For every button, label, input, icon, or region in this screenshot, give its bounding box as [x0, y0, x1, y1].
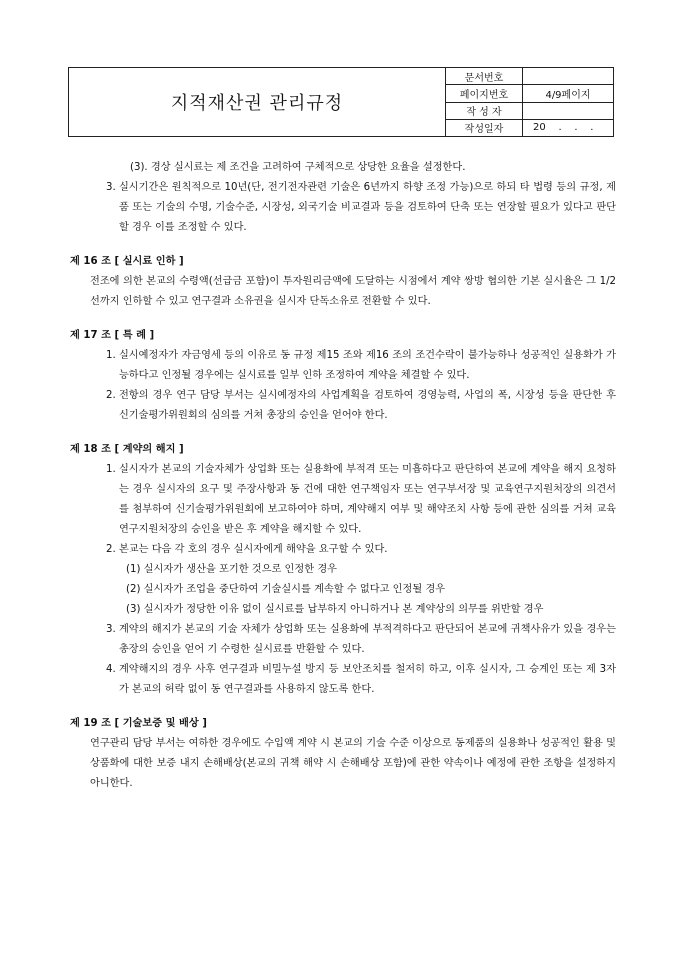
- list-item: [106, 660, 616, 700]
- info-row-author: [446, 103, 613, 120]
- info-value: [523, 103, 613, 119]
- item-text: 실시자가 정당한 이유 없이 실시료를 납부하지 아니하거나 본 계약상의 의무를 위반할 경우: [143, 604, 544, 615]
- article-17-title: 제 17 조 [ 특 례 ]: [70, 330, 155, 341]
- article-18-title: 제 18 조 [ 계약의 해지 ]: [70, 444, 184, 455]
- article-19-title: 제 19 조 [ 기술보증 및 배상 ]: [70, 718, 207, 729]
- item-number: 2.: [106, 390, 119, 401]
- document-title: 지적재산권 관리규정: [69, 68, 446, 136]
- item-number: 3.: [106, 182, 119, 193]
- sub-list-item: [126, 560, 616, 580]
- item-text: 실시자가 생산을 포기한 것으로 인정한 경우: [143, 564, 338, 575]
- info-value: 20 . . .: [533, 122, 594, 134]
- item-text: 전항의 경우 연구 담당 부서는 실시예정자의 사업계획을 검토하여 경영능력, 사업의 폭, 시장성 등을 판단한 후 신기술평가위원회의 심의를 거쳐 총장의 승인을 얻어야 한다.: [118, 390, 616, 421]
- item-text: 본교는 다음 각 호의 경우 실시자에게 해약을 요구할 수 있다.: [118, 544, 388, 555]
- item-number: (1): [126, 564, 144, 575]
- list-item: [130, 158, 616, 178]
- info-label: 작성일자: [446, 120, 523, 136]
- info-value: 4/9페이지: [545, 89, 591, 101]
- document-header: [68, 67, 614, 137]
- list-item: [106, 386, 616, 426]
- item-text: 계약의 해지가 본교의 기술 자체가 상업화 또는 실용화에 부적격하다고 판단되어 본교에 귀책사유가 있을 경우는 총장의 승인을 얻어 기 수령한 실시료를 반환할 수 있다.: [118, 624, 616, 655]
- item-number: 1.: [106, 350, 119, 361]
- item-text: 경상 실시료는 제 조건을 고려하여 구체적으로 상당한 요율을 설정한다.: [150, 162, 466, 173]
- article-19-body: 연구관리 담당 부서는 여하한 경우에도 수입액 계약 시 본교의 기술 수준 이상으로 동제품의 실용화나 성공적인 활용 및 상품화에 대한 보증 내지 손해배상(본교의 귀책 해약 시 손해배상 포함)에 관한 약속이나 예정에 관한 조항을 설정하지 아니한다.: [90, 738, 616, 789]
- info-label: 작 성 자: [446, 103, 523, 119]
- sub-list-item: [126, 580, 616, 600]
- item-number: 2.: [106, 544, 119, 555]
- sub-list-item: [126, 600, 616, 620]
- item-number: 1.: [106, 464, 119, 475]
- item-number: (3).: [130, 162, 151, 173]
- list-item: [106, 346, 616, 386]
- info-label: 페이지번호: [446, 85, 523, 101]
- list-item: [106, 178, 616, 238]
- article-16-title: 제 16 조 [ 실시료 인하 ]: [70, 256, 184, 267]
- list-item: [106, 460, 616, 540]
- item-number: (3): [126, 604, 144, 615]
- list-item: [106, 620, 616, 660]
- item-text: 실시예정자가 자금영세 등의 이유로 동 규정 제15 조와 제16 조의 조건수락이 불가능하나 성공적인 실용화가 가능하다고 인정될 경우에는 실시료를 일부 인하 조정하여 계약을 체결할 수 있다.: [118, 350, 616, 381]
- document-body: [70, 158, 616, 794]
- item-number: 3.: [106, 624, 119, 635]
- item-text: 계약해지의 경우 사후 연구결과 비밀누설 방지 등 보안조치를 철저히 하고, 이후 실시자, 그 승계인 또는 제 3자가 본교의 허락 없이 동 연구결과를 사용하지 않도록 한다.: [118, 664, 616, 695]
- article-16-body: 전조에 의한 본교의 수령액(선급금 포함)이 투자원리금액에 도달하는 시점에서 계약 쌍방 협의한 기본 실시율은 그 1/2선까지 인하할 수 있고 연구결과 소유권을 실시자 단독소유로 전환할 수 있다.: [90, 276, 616, 307]
- info-row-date: [446, 120, 613, 136]
- document-info-table: [446, 68, 613, 136]
- info-row-page-number: [446, 85, 613, 102]
- info-label: 문서번호: [446, 68, 523, 84]
- list-item: [106, 540, 616, 560]
- info-row-doc-number: [446, 68, 613, 85]
- item-number: 4.: [106, 664, 119, 675]
- item-text: 실시기간은 원칙적으로 10년(단, 전기전자관련 기술은 6년까지 하향 조정 가능)으로 하되 타 법령 등의 규정, 제품 또는 기술의 수명, 기술수준, 시장성, 외국기술 비교결과 등을 검토하여 단축 또는 연장할 필요가 있다고 판단할 경우 이를 조정할 수 있다.: [118, 182, 616, 233]
- item-text: 실시자가 조업을 중단하여 기술실시를 계속할 수 없다고 인정될 경우: [143, 584, 446, 595]
- item-number: (2): [126, 584, 144, 595]
- info-value: [523, 68, 613, 84]
- item-text: 실시자가 본교의 기술자체가 상업화 또는 실용화에 부적격 또는 미흡하다고 판단하여 본교에 계약을 해지 요청하는 경우 실시자의 요구 및 주장사항과 동 건에 대한 연구책임자 또는 연구부서장 및 교육연구지원처장의 의견서를 첨부하여 신기술평가위원회에 보고하여야 하며, 계약해지 여부 및 해약조치 사항 등에 관한 심의를 거쳐 교육연구지원처장의 승인을 받은 후 계약을 해지할 수 있다.: [118, 464, 616, 535]
